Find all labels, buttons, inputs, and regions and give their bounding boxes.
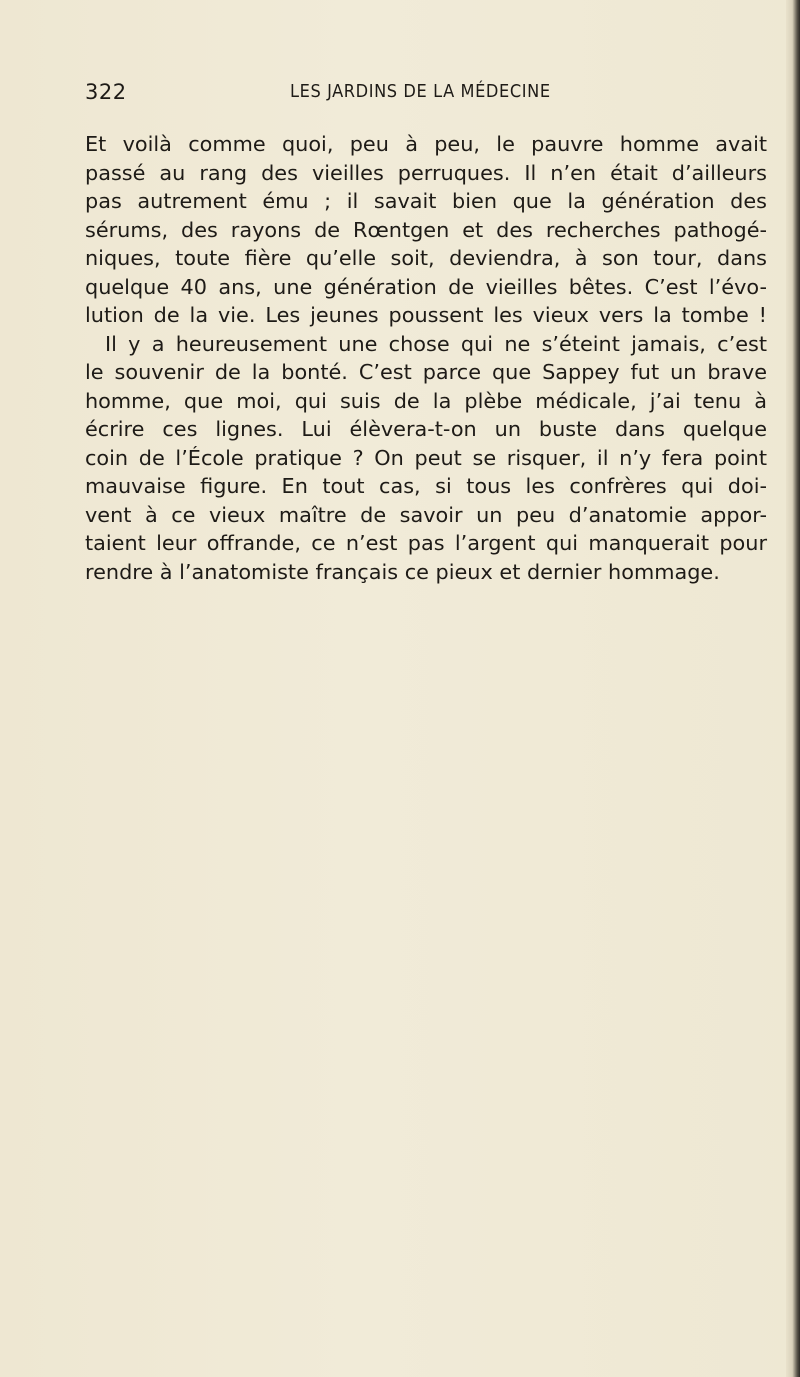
text-line: taient leur offrande, ce n’est pas l’argent qui manquerait pour <box>85 531 767 555</box>
page-number: 322 <box>85 80 127 104</box>
text-line: passé au rang des vieilles perruques. Il n’en était d’ailleurs <box>85 160 767 185</box>
text-line: vent à ce vieux maître de savoir un peu d’anatomie appor- <box>85 502 767 527</box>
text-line: Il y a heureusement une chose qui ne s’éteint jamais, c’est <box>105 331 767 356</box>
text-line: Et voilà comme quoi, peu à peu, le pauvre homme avait <box>85 132 767 156</box>
running-head: LES JARDINS DE LA MÉDECINE <box>290 81 551 102</box>
text-line: pas autrement ému ; il savait bien que la génération des <box>85 189 767 213</box>
text-line: rendre à l’anatomiste français ce pieux et dernier hommage. <box>85 559 720 584</box>
text-line: le souvenir de la bonté. C’est parce que Sappey fut un brave <box>85 360 767 384</box>
page-header <box>85 80 715 114</box>
text-line: homme, que moi, qui suis de la plèbe médicale, j’ai tenu à <box>85 388 767 413</box>
text-line: niques, toute fière qu’elle soit, deviendra, à son tour, dans <box>85 246 767 270</box>
text-line: coin de l’École pratique ? On peut se risquer, il n’y fera point <box>85 445 767 470</box>
text-line: mauvaise figure. En tout cas, si tous les confrères qui doi- <box>85 474 767 498</box>
text-line: quelque 40 ans, une génération de vieilles bêtes. C’est l’évo- <box>85 274 767 299</box>
text-line: lution de la vie. Les jeunes poussent les vieux vers la tombe ! <box>85 303 767 327</box>
text-line: sérums, des rayons de Rœntgen et des recherches pathogé- <box>85 217 767 242</box>
body-text <box>85 130 767 586</box>
page-edge-shadow <box>786 0 800 1377</box>
text-line: écrire ces lignes. Lui élèvera-t-on un buste dans quelque <box>85 417 767 441</box>
